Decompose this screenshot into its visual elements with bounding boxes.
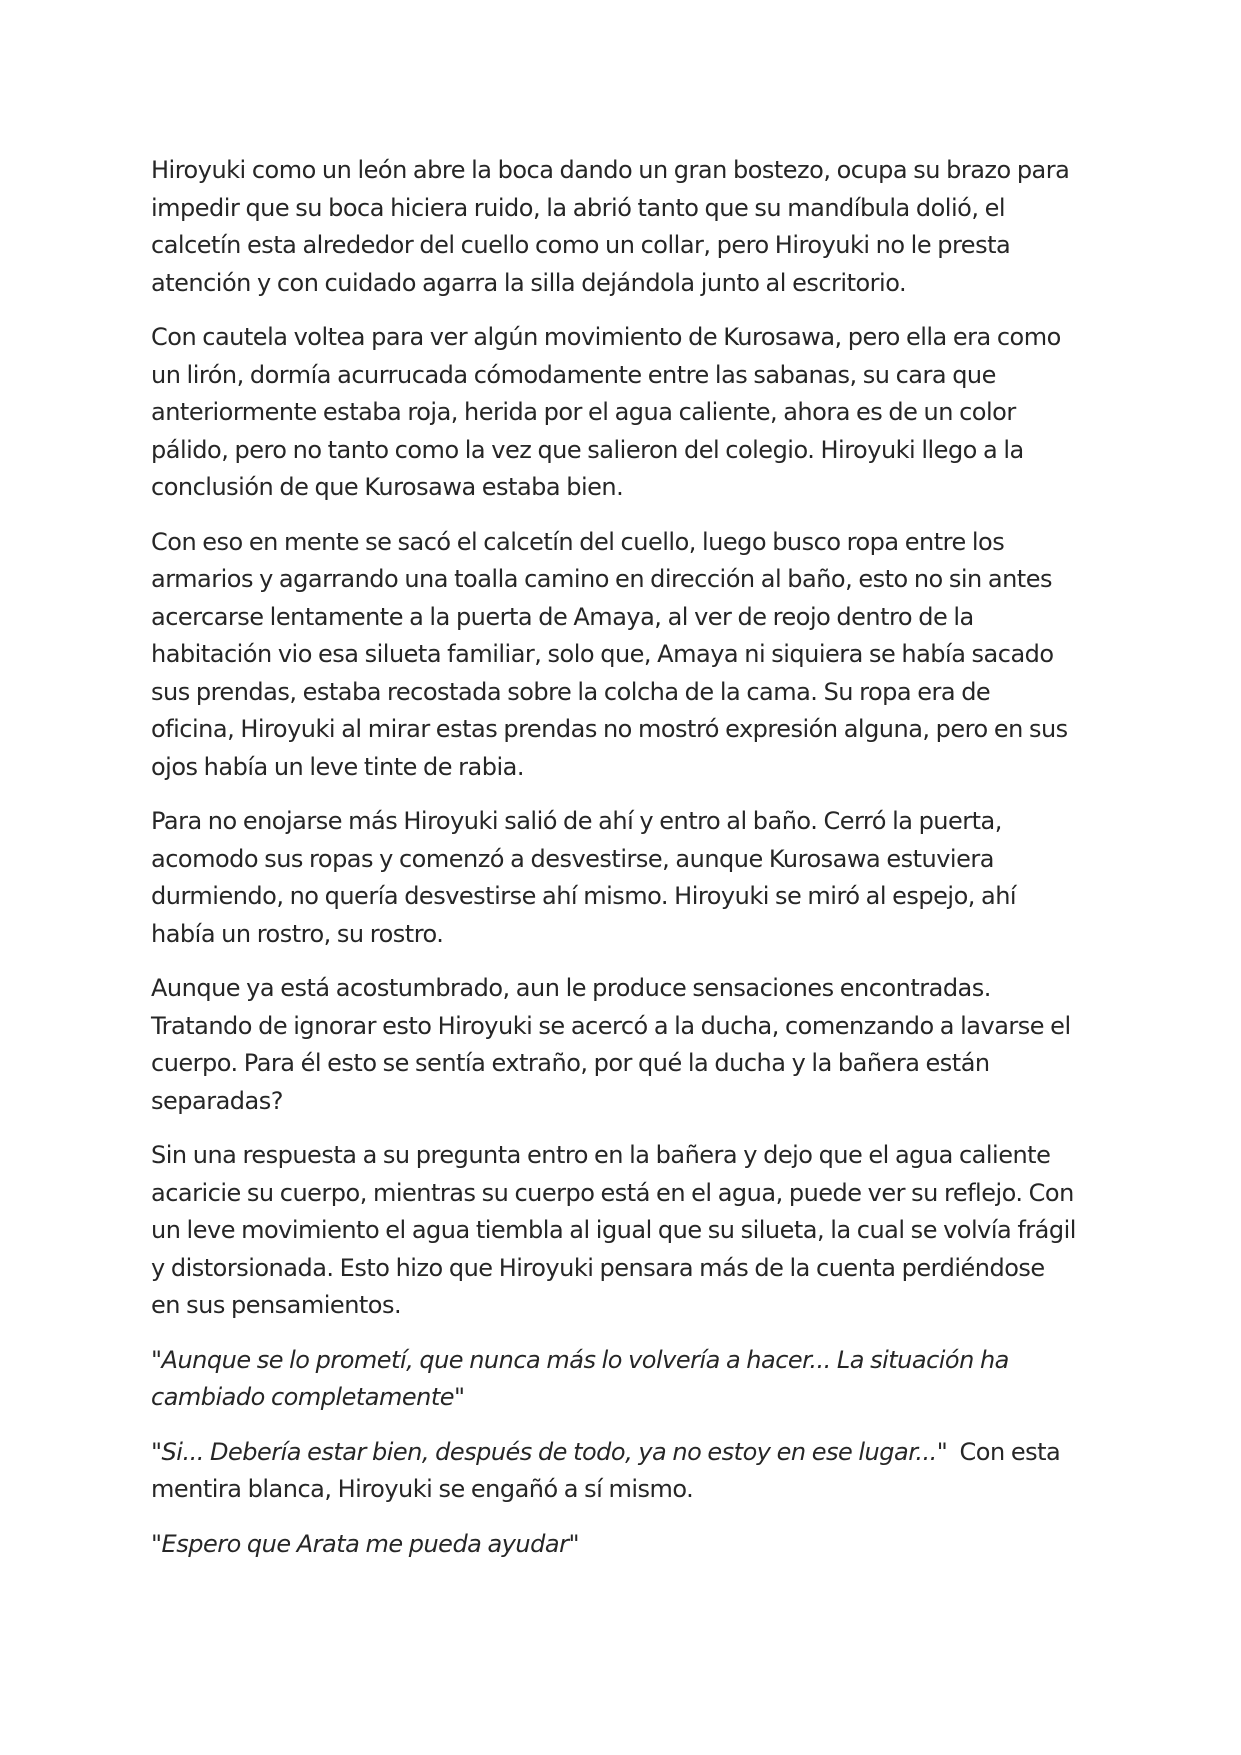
text-line: Para no enojarse más Hiroyuki salió de ahí y entro al baño. Cerró la puerta, — [151, 807, 1002, 835]
text-line: sus prendas, estaba recostada sobre la colcha de la cama. Su ropa era de — [151, 677, 991, 706]
document-page — [151, 152, 1095, 1580]
paragraph-5 — [151, 970, 1095, 1120]
text-line-mixed — [151, 1434, 1095, 1472]
text-line: en sus pensamientos. — [151, 1291, 402, 1319]
text-line: conclusión de que Kurosawa estaba bien. — [151, 473, 624, 501]
text-line: acomodo sus ropas y comenzó a desvestirse, aunque Kurosawa estuviera — [151, 844, 994, 873]
text-line: Con eso en mente se sacó el calcetín del cuello, luego busco ropa entre los — [151, 527, 1005, 556]
paragraph-3 — [151, 524, 1095, 787]
text-line: un leve movimiento el agua tiembla al igual que su silueta, la cual se volvía frágil — [151, 1216, 1076, 1244]
text-line: oficina, Hiroyuki al mirar estas prendas no mostró expresión alguna, pero en sus — [151, 715, 1068, 743]
paragraph-1 — [151, 152, 1095, 302]
text-line: un lirón, dormía acurrucada cómodamente entre las sabanas, su cara que — [151, 360, 996, 389]
text-line: acaricie su cuerpo, mientras su cuerpo está en el agua, puede ver su reflejo. Con — [151, 1178, 1074, 1207]
text-line: Hiroyuki como un león abre la boca dando un gran bostezo, ocupa su brazo para — [151, 156, 1070, 184]
text-line: ojos había un leve tinte de rabia. — [151, 752, 524, 781]
text-line: "Aunque se lo prometí, que nunca más lo volvería a hacer... La situación ha — [151, 1345, 1009, 1374]
text-line: cuerpo. Para él esto se sentía extraño, por qué la ducha y la bañera están — [151, 1049, 990, 1077]
text-line: cambiado completamente" — [151, 1383, 465, 1411]
text-line: habitación vio esa silueta familiar, solo que, Amaya ni siquiera se había sacado — [151, 640, 1054, 668]
paragraph-7-thought — [151, 1342, 1095, 1417]
paragraph-4 — [151, 803, 1095, 953]
text-line: durmiendo, no quería desvestirse ahí mismo. Hiroyuki se miró al espejo, ahí — [151, 882, 1017, 910]
text-line: atención y con cuidado agarra la silla dejándola junto al escritorio. — [151, 268, 907, 297]
text-line: calcetín esta alrededor del cuello como un collar, pero Hiroyuki no le presta — [151, 231, 1011, 259]
quote-text: "Si... Debería estar bien, después de todo, ya no estoy en ese lugar..." — [151, 1437, 948, 1466]
paragraph-2 — [151, 319, 1095, 507]
text-line: impedir que su boca hiciera ruido, la abrió tanto que su mandíbula dolió, el — [151, 193, 1006, 222]
text-line: anteriormente estaba roja, herida por el agua caliente, ahora es de un color — [151, 398, 1016, 426]
text-line: acercarse lentamente a la puerta de Amaya, al ver de reojo dentro de la — [151, 602, 974, 631]
text-line: mentira blanca, Hiroyuki se engañó a sí mismo. — [151, 1475, 694, 1503]
text-line: había un rostro, su rostro. — [151, 919, 444, 948]
narration-text: Con esta — [947, 1437, 1061, 1466]
paragraph-8 — [151, 1434, 1095, 1509]
text-line: separadas? — [151, 1086, 283, 1115]
paragraph-6 — [151, 1137, 1095, 1325]
text-line: Sin una respuesta a su pregunta entro en la bañera y dejo que el agua caliente — [151, 1141, 1051, 1169]
text-line: y distorsionada. Esto hizo que Hiroyuki pensara más de la cuenta perdiéndose — [151, 1253, 1045, 1282]
text-line: "Espero que Arata me pueda ayudar" — [151, 1529, 579, 1558]
text-line: Aunque ya está acostumbrado, aun le produce sensaciones encontradas. — [151, 974, 991, 1002]
text-line: Tratando de ignorar esto Hiroyuki se acercó a la ducha, comenzando a lavarse el — [151, 1011, 1071, 1040]
text-line: armarios y agarrando una toalla camino en dirección al baño, esto no sin antes — [151, 565, 1052, 593]
paragraph-9-thought — [151, 1526, 1095, 1564]
text-line: pálido, pero no tanto como la vez que salieron del colegio. Hiroyuki llego a la — [151, 435, 1024, 464]
text-line: Con cautela voltea para ver algún movimiento de Kurosawa, pero ella era como — [151, 323, 1061, 351]
